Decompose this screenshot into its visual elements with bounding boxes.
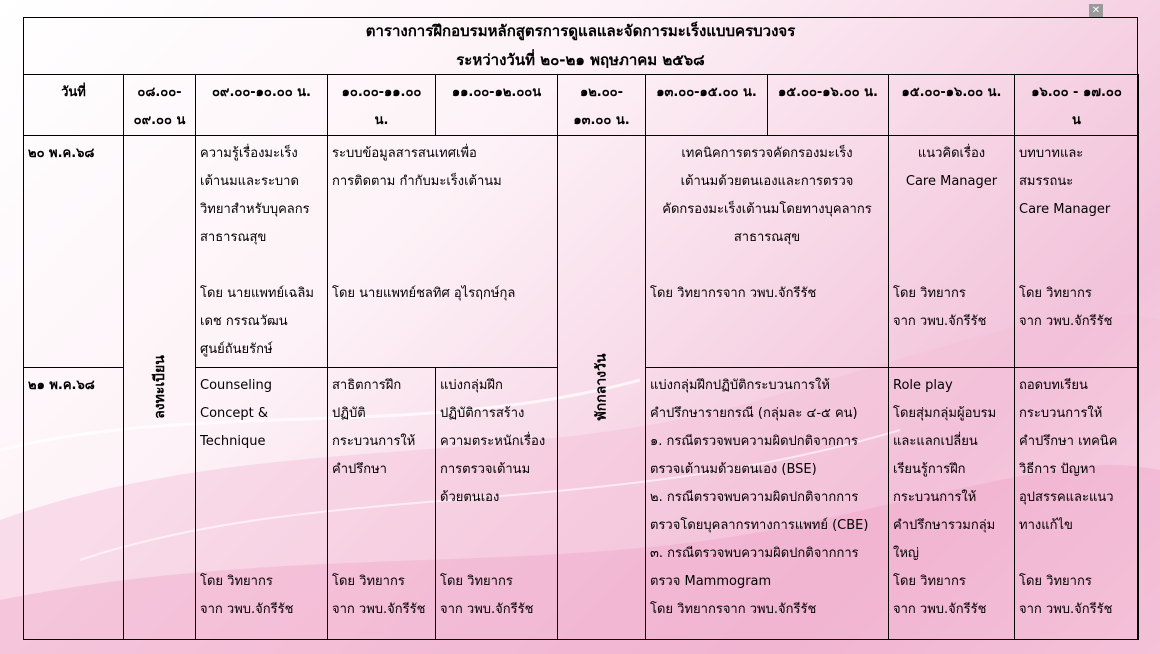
day2-date: ๒๑ พ.ค.๖๘ [24, 368, 124, 640]
day1-session-0900: ความรู้เรื่องมะเร็ง เต้านมและระบาด วิทยาสำหรับบุคลกร สาธารณสุข โดย นายแพทย์เฉลิม เดช กรรณวัฒน ศูนย์ถันยรักษ์ [196, 136, 328, 368]
day2-session-0900: Counseling Concept & Technique โดย วิทยากร จาก วพบ.จักรีรัช [196, 368, 328, 640]
header-0800: ๐๘.๐๐- ๐๙.๐๐ น [124, 75, 196, 136]
day1-session-1000: ระบบข้อมูลสารสนเทศเพื่อ การติดตาม กำกับมะเร็งเต้านม โดย นายแพทย์ชลทิศ อุไรฤกษ์กุล [328, 136, 558, 368]
header-1300: ๑๓.๐๐-๑๕.๐๐ น. [646, 75, 768, 136]
header-1100: ๑๑.๐๐-๑๒.๐๐น [436, 75, 558, 136]
header-1500: ๑๕.๐๐-๑๖.๐๐ น. [768, 75, 889, 136]
day1-date: ๒๐ พ.ค.๖๘ [24, 136, 124, 368]
header-1500-b: ๑๕.๐๐-๑๖.๐๐ น. [889, 75, 1015, 136]
collapse-icon[interactable]: ✕ [1089, 4, 1103, 18]
header-date: วันที่ [24, 75, 124, 136]
day1-session-1300: เทคนิคการตรวจคัดกรองมะเร็ง เต้านมด้วยตนเองและการตรวจ คัดกรองมะเร็งเต้านมโดยทางบุคลากร สาธารณสุข โดย วิทยากรจาก วพบ.จักรีรัช [646, 136, 889, 368]
header-1600: ๑๖.๐๐ - ๑๗.๐๐ น [1015, 75, 1139, 136]
page-title: ตารางการฝึกอบรมหลักสูตรการดูแลและจัดการมะเร็งแบบครบวงจร [365, 22, 796, 40]
header-1200: ๑๒.๐๐- ๑๓.๐๐ น. [558, 75, 646, 136]
header-0900: ๐๙.๐๐-๑๐.๐๐ น. [196, 75, 328, 136]
day2-session-1300: แบ่งกลุ่มฝึกปฏิบัติกระบวนการให้ คำปรึกษารายกรณี (กลุ่มละ ๔-๕ คน) ๑. กรณีตรวจพบความผิดปกติจากการ ตรวจเต้านมด้วยตนเอง (BSE) ๒. กรณีตรวจพบความผิดปกติจากการ ตรวจโดยบุคลากรทางการแพทย์ (CBE) ๓. กรณีตรวจพบความผิดปกติจากการ ตรวจ Mammogram โดย วิทยากรจาก วพบ.จักรีรัช [646, 368, 889, 640]
lunch-cell: พักกลางวัน [558, 136, 646, 640]
day2-session-1000: สาธิตการฝึก ปฏิบัติ กระบวนการให้ คำปรึกษา โดย วิทยากร จาก วพบ.จักรีรัช [328, 368, 436, 640]
registration-cell: ลงทะเบียน [124, 136, 196, 640]
header-row [24, 75, 1139, 136]
schedule-table [23, 74, 1139, 640]
page-subtitle: ระหว่างวันที่ ๒๐-๒๑ พฤษภาคม ๒๕๖๘ [456, 51, 705, 69]
day1-session-1600: บทบาทและ สมรรถนะ Care Manager โดย วิทยากร จาก วพบ.จักรีรัช [1015, 136, 1139, 368]
header-1000: ๑๐.๐๐-๑๑.๐๐ น. [328, 75, 436, 136]
day2-session-1500: Role play โดยสุ่มกลุ่มผู้อบรม และแลกเปลี่ยน เรียนรู้การฝึก กระบวนการให้ คำปรึกษารวมกลุ่ม ใหญ่ โดย วิทยากร จาก วพบ.จักรีรัช [889, 368, 1015, 640]
day2-session-1600: ถอดบทเรียน กระบวนการให้ คำปรึกษา เทคนิค วิธีการ ปัญหา อุปสรรคและแนว ทางแก้ไข โดย วิทยากร จาก วพบ.จักรีรัช [1015, 368, 1139, 640]
day1-session-1500: แนวคิดเรื่อง Care Manager โดย วิทยากร จาก วพบ.จักรีรัช [889, 136, 1015, 368]
day2-session-1100: แบ่งกลุ่มฝึก ปฏิบัติการสร้าง ความตระหนักเรื่อง การตรวจเต้านม ด้วยตนเอง โดย วิทยากร จาก วพบ.จักรีรัช [436, 368, 558, 640]
day1-row [24, 136, 1139, 368]
